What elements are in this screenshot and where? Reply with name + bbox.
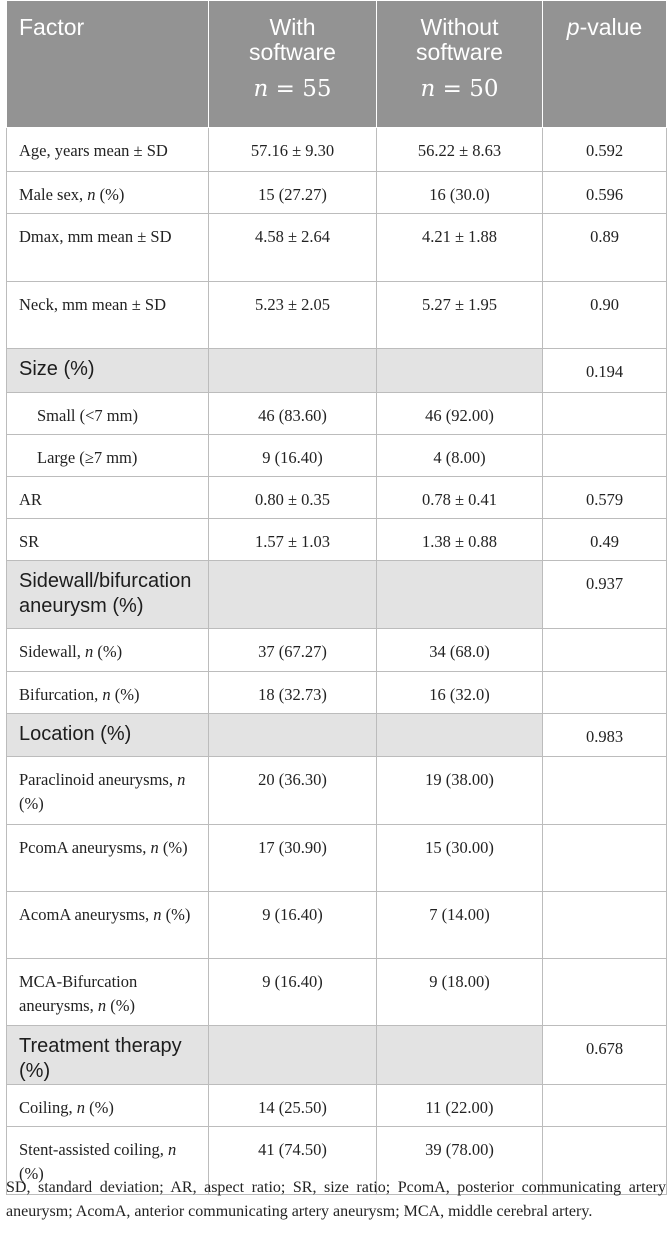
- row-label: Male sex, n (%): [7, 172, 209, 214]
- section-empty: [209, 561, 377, 629]
- cell-with: 4.58 ± 2.64: [209, 214, 377, 282]
- table-row: [7, 672, 667, 714]
- cell-p: [543, 757, 667, 825]
- cell-without: 7 (14.00): [377, 892, 543, 959]
- section-row-treatment: [7, 1026, 667, 1085]
- cell-with: 0.80 ± 0.35: [209, 477, 377, 519]
- cell-p: 0.579: [543, 477, 667, 519]
- section-row-size: [7, 349, 667, 393]
- section-label: Sidewall/bifurcation aneurysm (%): [7, 561, 209, 629]
- header-factor: Factor: [7, 1, 209, 128]
- section-empty: [209, 714, 377, 757]
- cell-p: 0.983: [543, 714, 667, 757]
- cell-p: [543, 672, 667, 714]
- table-row: [7, 629, 667, 672]
- table-row: [7, 172, 667, 214]
- cell-without: 0.78 ± 0.41: [377, 477, 543, 519]
- row-label: Paraclinoid aneurysms, n (%): [7, 757, 209, 825]
- cell-with: 15 (27.27): [209, 172, 377, 214]
- cell-with: 9 (16.40): [209, 892, 377, 959]
- cell-p: 0.90: [543, 282, 667, 349]
- row-label: Small (<7 mm): [7, 393, 209, 435]
- cell-without: 34 (68.0): [377, 629, 543, 672]
- header-row: [7, 1, 667, 128]
- table-row: [7, 519, 667, 561]
- row-label: SR: [7, 519, 209, 561]
- row-label: Bifurcation, n (%): [7, 672, 209, 714]
- row-label: MCA-Bifurcation aneurysms, n (%): [7, 959, 209, 1026]
- cell-without: 15 (30.00): [377, 825, 543, 892]
- cell-without: 16 (30.0): [377, 172, 543, 214]
- table-row: [7, 282, 667, 349]
- header-p-value: p-value: [543, 1, 667, 128]
- header-without-software: Without software n = 50: [377, 1, 543, 128]
- cell-p: [543, 393, 667, 435]
- table-row: [7, 1085, 667, 1127]
- cell-with: 17 (30.90): [209, 825, 377, 892]
- cell-p: 0.592: [543, 128, 667, 172]
- cell-without: 39 (78.00): [377, 1127, 543, 1195]
- cell-without: 4 (8.00): [377, 435, 543, 477]
- section-empty: [209, 349, 377, 393]
- row-label: Stent-assisted coiling, n (%): [7, 1127, 209, 1195]
- row-label: AR: [7, 477, 209, 519]
- section-label: Treatment therapy (%): [7, 1026, 209, 1085]
- cell-with: 41 (74.50): [209, 1127, 377, 1195]
- section-row-sidewall-bifurcation: [7, 561, 667, 629]
- cell-with: 14 (25.50): [209, 1085, 377, 1127]
- section-row-location: [7, 714, 667, 757]
- cell-p: 0.49: [543, 519, 667, 561]
- cell-p: [543, 1085, 667, 1127]
- cell-without: 1.38 ± 0.88: [377, 519, 543, 561]
- cell-without: 4.21 ± 1.88: [377, 214, 543, 282]
- table-row: [7, 959, 667, 1026]
- section-empty: [209, 1026, 377, 1085]
- table-row: [7, 393, 667, 435]
- row-label: AcomA aneurysms, n (%): [7, 892, 209, 959]
- cell-p: [543, 825, 667, 892]
- header-with-software: With software n = 55: [209, 1, 377, 128]
- cell-with: 46 (83.60): [209, 393, 377, 435]
- cell-without: 11 (22.00): [377, 1085, 543, 1127]
- cell-with: 37 (67.27): [209, 629, 377, 672]
- cell-p: 0.937: [543, 561, 667, 629]
- row-label: Large (≥7 mm): [7, 435, 209, 477]
- cell-p: 0.194: [543, 349, 667, 393]
- cell-without: 9 (18.00): [377, 959, 543, 1026]
- cell-with: 57.16 ± 9.30: [209, 128, 377, 172]
- row-label: Neck, mm mean ± SD: [7, 282, 209, 349]
- cell-without: 19 (38.00): [377, 757, 543, 825]
- table-footnote: SD, standard deviation; AR, aspect ratio; SR, size ratio; PcomA, posterior communicating artery aneurysm; AcomA, anterior communicating artery aneurysm; MCA, middle cerebral artery.: [6, 1179, 666, 1220]
- cell-p: [543, 892, 667, 959]
- cell-without: 16 (32.0): [377, 672, 543, 714]
- section-empty: [377, 714, 543, 757]
- table-row: [7, 757, 667, 825]
- table-row: [7, 128, 667, 172]
- section-label: Location (%): [7, 714, 209, 757]
- characteristics-table: [6, 0, 667, 1195]
- table-row: [7, 825, 667, 892]
- cell-with: 9 (16.40): [209, 959, 377, 1026]
- section-empty: [377, 1026, 543, 1085]
- table-row: [7, 214, 667, 282]
- section-label: Size (%): [7, 349, 209, 393]
- cell-p: 0.678: [543, 1026, 667, 1085]
- cell-without: 46 (92.00): [377, 393, 543, 435]
- cell-with: 9 (16.40): [209, 435, 377, 477]
- row-label: Sidewall, n (%): [7, 629, 209, 672]
- cell-with: 1.57 ± 1.03: [209, 519, 377, 561]
- section-empty: [377, 561, 543, 629]
- cell-p: [543, 959, 667, 1026]
- row-label: Dmax, mm mean ± SD: [7, 214, 209, 282]
- section-empty: [377, 349, 543, 393]
- cell-with: 5.23 ± 2.05: [209, 282, 377, 349]
- row-label: Coiling, n (%): [7, 1085, 209, 1127]
- cell-p: [543, 629, 667, 672]
- row-label: PcomA aneurysms, n (%): [7, 825, 209, 892]
- cell-with: 18 (32.73): [209, 672, 377, 714]
- cell-p: 0.89: [543, 214, 667, 282]
- cell-p: 0.596: [543, 172, 667, 214]
- table-row: [7, 435, 667, 477]
- cell-p: [543, 435, 667, 477]
- row-label: Age, years mean ± SD: [7, 128, 209, 172]
- cell-with: 20 (36.30): [209, 757, 377, 825]
- table-row: [7, 892, 667, 959]
- cell-without: 5.27 ± 1.95: [377, 282, 543, 349]
- cell-without: 56.22 ± 8.63: [377, 128, 543, 172]
- table-row: [7, 477, 667, 519]
